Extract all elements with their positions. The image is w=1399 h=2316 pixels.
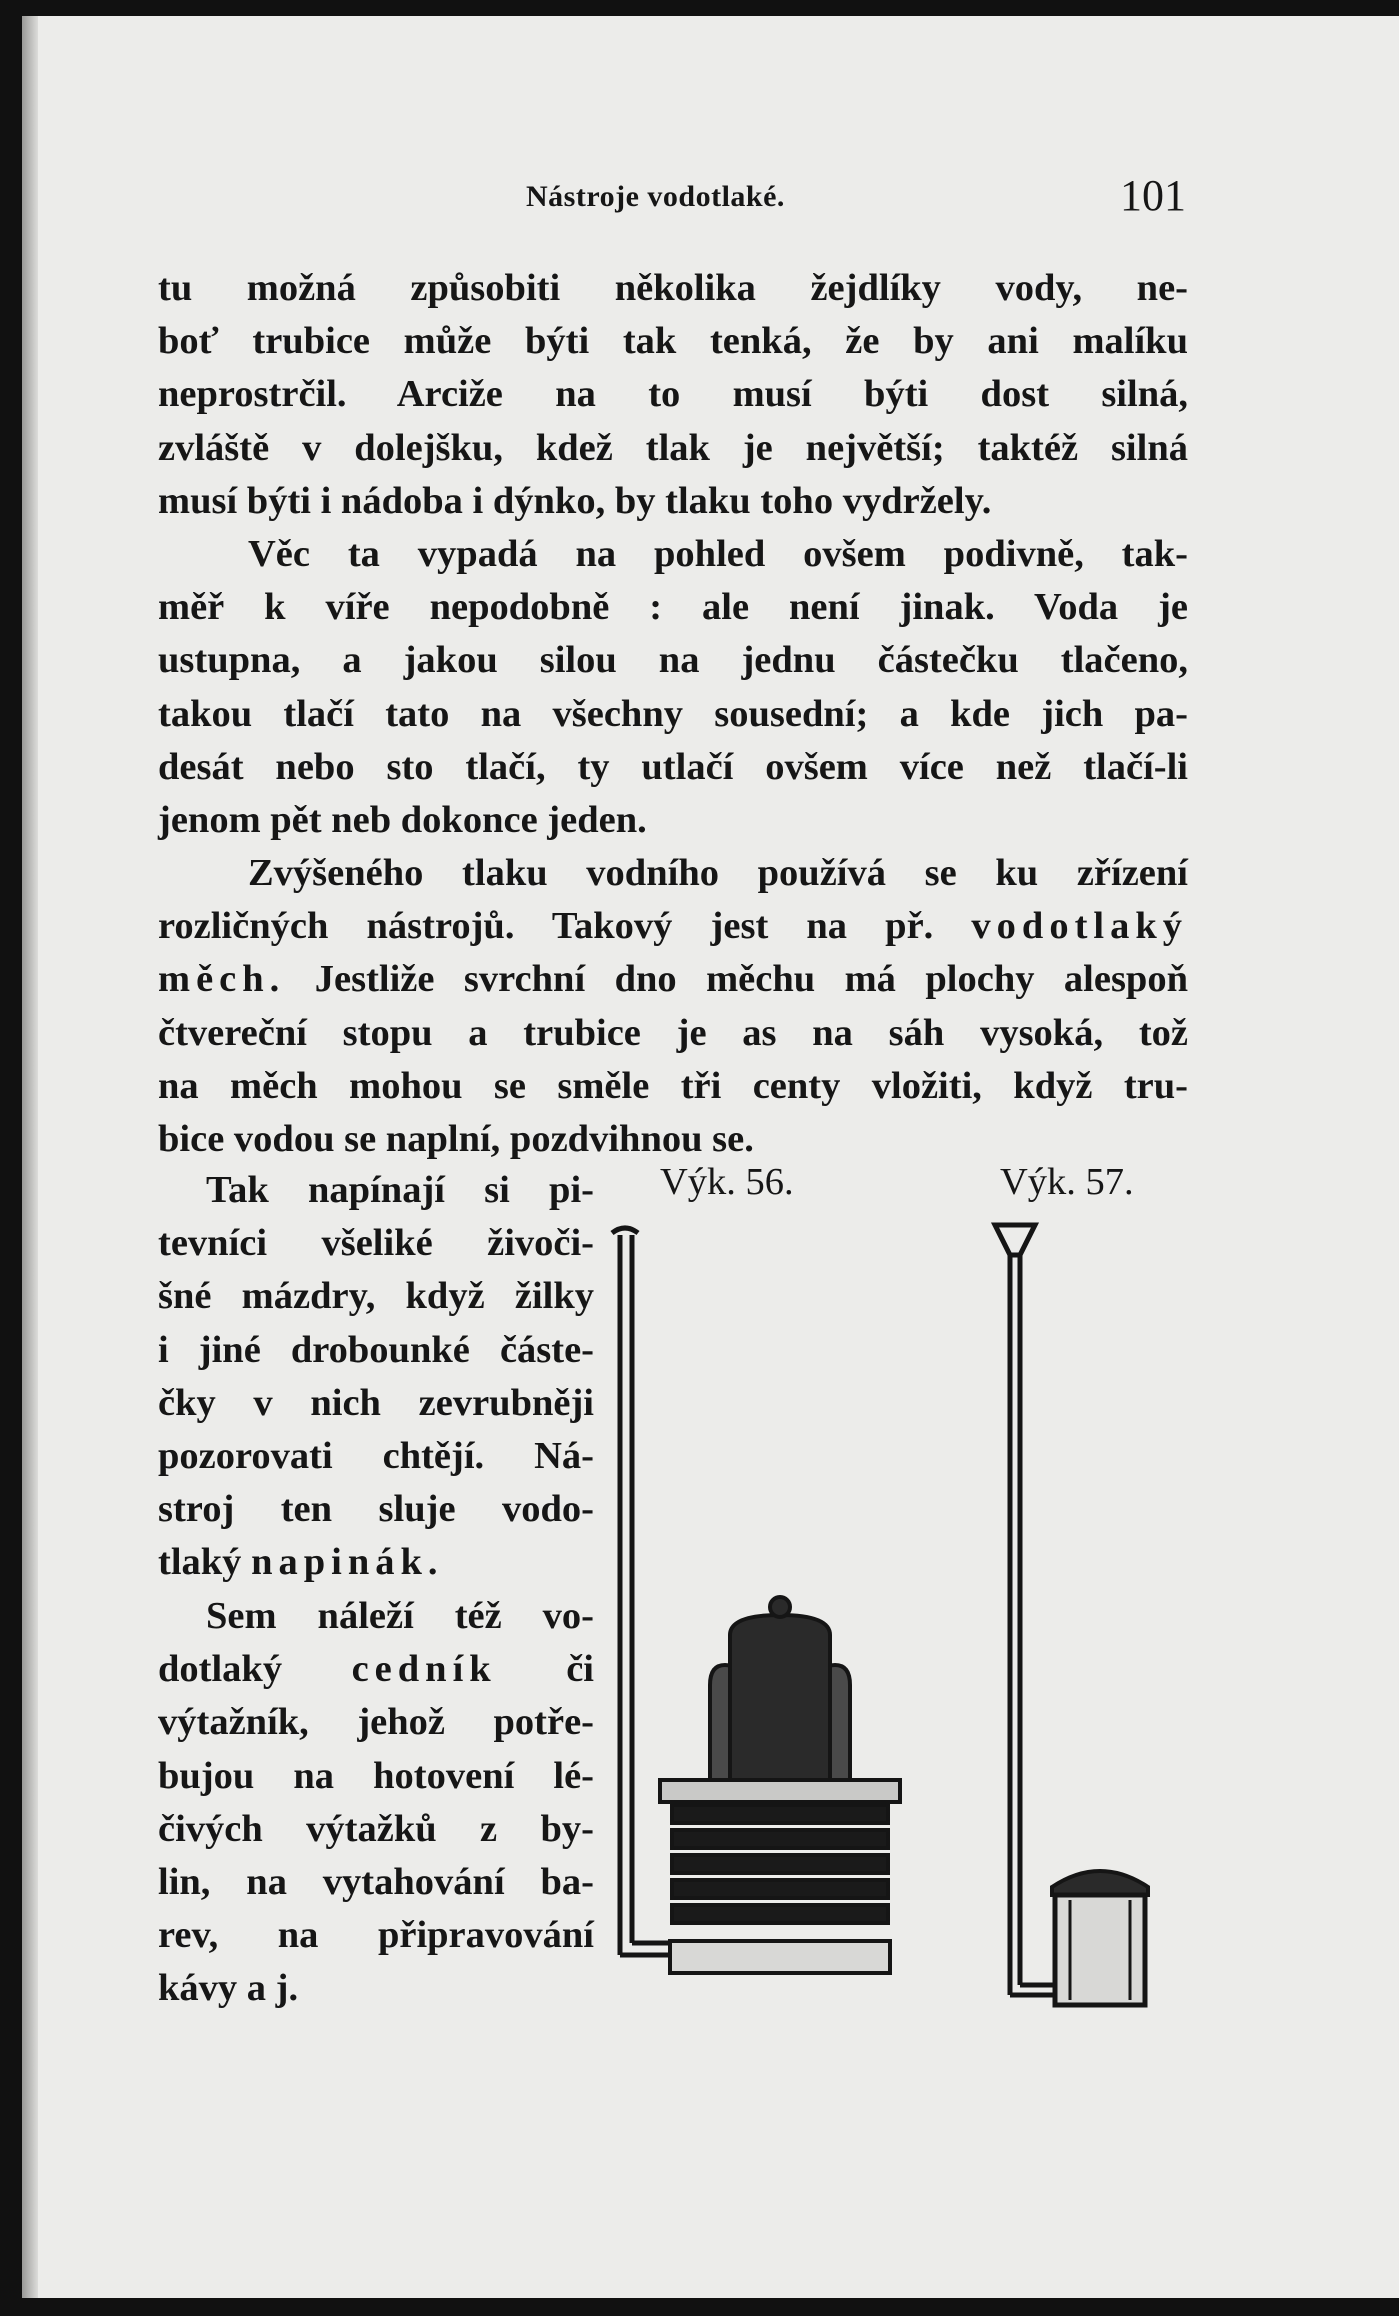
spaced-term: cedník [351, 1648, 497, 1691]
text-line: výtažník, jehož potře- [158, 1701, 594, 1744]
text-line: tu možná způsobiti několika žejdlíky vody, ne- [158, 267, 1188, 309]
paragraph-2 [158, 528, 1188, 847]
spaced-term: napinák. [251, 1541, 444, 1584]
text-line: lin, na vytahování ba- [158, 1861, 594, 1904]
paragraph-1 [158, 262, 1188, 528]
running-title: Nástroje vodotlaké. [526, 180, 785, 213]
vessel-with-tube-figure [995, 1225, 1148, 2005]
text-line: čky v nich zevrubněji [158, 1381, 594, 1424]
text-line: rev, na připravování [158, 1914, 594, 1957]
text-line: boť trubice může býti tak tenká, že by ani malíku [158, 320, 1188, 363]
text-segment: tlaký [158, 1541, 242, 1584]
text-segment: Jestliže svrchní dno měchu má plochy alespoň [314, 958, 1189, 1001]
text-line [158, 1643, 594, 1696]
text-line: Věc ta vypadá na pohled ovšem podivně, tak- [248, 533, 1188, 575]
text-line: Sem náleží též vo- [206, 1595, 594, 1637]
page-gutter-shadow [22, 16, 38, 2298]
text-segment: dotlaký [158, 1648, 283, 1691]
text-line: Zvýšeného tlaku vodního používá se ku zřízení [248, 852, 1188, 894]
text-line [158, 1536, 594, 1589]
spaced-term: měch. [158, 958, 286, 1001]
text-line: desát nebo sto tlačí, ty utlačí ovšem více než tlačí-li [158, 745, 1188, 788]
text-line [158, 900, 1188, 953]
figure-57-label: Výk. 57. [1000, 1161, 1134, 1203]
text-line: zvláště v dolejšku, kdež tlak je největší; taktéž silná [158, 426, 1188, 469]
paragraph-4 [158, 1164, 594, 1590]
text-line: musí býti i nádoba i dýnko, by tlaku toho vydržely. [158, 479, 992, 522]
text-line [158, 953, 1188, 1006]
page-number: 101 [1120, 171, 1186, 220]
figure-56-label: Výk. 56. [660, 1161, 794, 1203]
text-line: Tak napínají si pi- [206, 1169, 594, 1211]
text-segment: rozličných nástrojů. Takový jest na př. [158, 905, 934, 948]
text-line: jenom pět neb dokonce jeden. [158, 799, 647, 842]
running-head [158, 170, 1186, 230]
paragraph-3 [158, 847, 1188, 1166]
text-line: bice vodou se naplní, pozdvihnou se. [158, 1118, 754, 1161]
text-line: neprostrčil. Arciže na to musí býti dost silná, [158, 373, 1188, 416]
text-line: ustupna, a jakou silou na jednu částečku tlačeno, [158, 639, 1188, 682]
text-line: takou tlačí tato na všechny sousední; a kde jich pa- [158, 692, 1188, 735]
text-line: kávy a j. [158, 1967, 299, 2010]
text-line: tevníci všeliké živoči- [158, 1222, 594, 1265]
text-line: šné mázdry, když žilky [158, 1275, 594, 1318]
text-line: čtvereční stopu a trubice je as na sáh vysoká, tož [158, 1011, 1188, 1054]
figure-illustration [600, 1215, 1200, 2015]
text-line: pozorovati chtějí. Ná- [158, 1435, 594, 1478]
text-line: měř k víře nepodobně : ale není jinak. Voda je [158, 586, 1188, 629]
text-line: na měch mohou se směle tři centy vložiti, když tru- [158, 1064, 1188, 1107]
text-line: čivých výtažků z by- [158, 1807, 594, 1850]
text-line: stroj ten sluje vodo- [158, 1488, 594, 1531]
text-line: bujou na hotovení lé- [158, 1754, 594, 1797]
hydrostatic-bellows-figure [612, 1228, 900, 1973]
text-segment: či [566, 1648, 594, 1691]
paragraph-5 [158, 1590, 594, 2016]
text-line: i jiné drobounké částe- [158, 1328, 594, 1371]
spaced-term: vodotlaký [971, 905, 1189, 948]
